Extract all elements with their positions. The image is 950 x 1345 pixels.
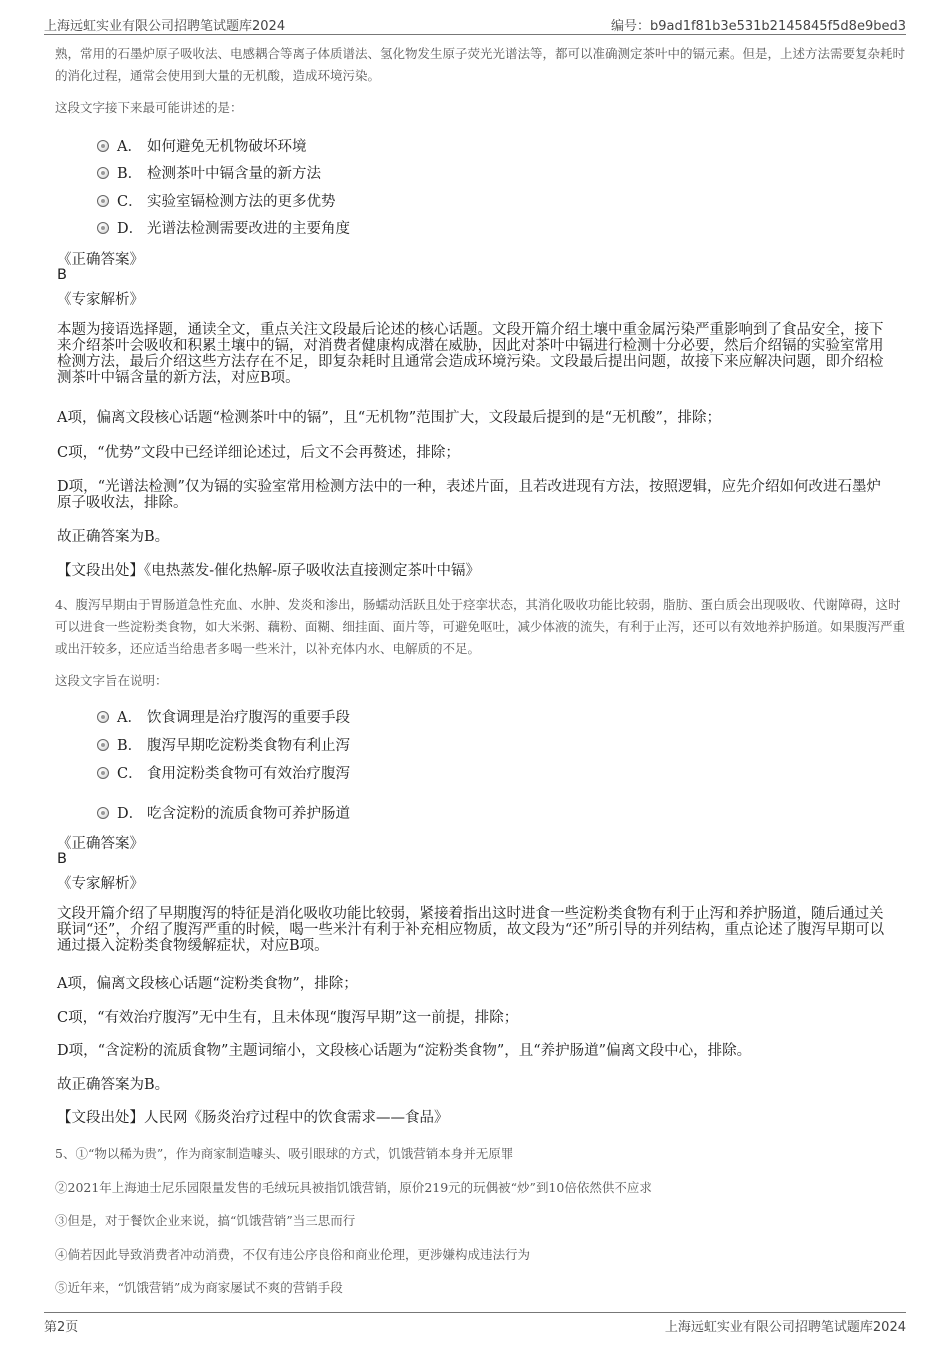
q5-item-5: ⑤近年来，“饥饿营销”成为商家屡试不爽的营销手段 bbox=[55, 1280, 343, 1295]
q5-item-3: ③但是，对于餐饮企业来说，搞“饥饿营销”当三思而行 bbox=[55, 1213, 356, 1228]
q3-analysis-d: D项，“光谱法检测”仅为镉的实验室常用检测方法中的一种，表述片面，且若改进现有方法，按照逻辑，应先介绍如何改进石墨炉原子吸收法，排除。 bbox=[57, 479, 881, 511]
q4-source: 【文段出处】人民网《肠炎治疗过程中的饮食需求——食品》 bbox=[57, 1110, 449, 1126]
q3-analysis-label: 《专家解析》 bbox=[57, 292, 144, 308]
radio-icon[interactable] bbox=[97, 767, 109, 779]
q4-analysis-conclusion: 故正确答案为B。 bbox=[57, 1077, 170, 1093]
q3-analysis-main: 本题为接语选择题，通读全文，重点关注文段最后论述的核心话题。文段开篇介绍土壤中重金属污染严重影响到了食品安全，接下来介绍茶叶会吸收和积累土壤中的镉，对消费者健康构成潜在威胁，因此对茶叶中镉进行检测十分必要，然后介绍镉的实验室常用检测方法，最后介绍这些方法存在不足，即复杂耗时且通常会造成环境污染。文段最后提出问题，故接下来应解决问题，即介绍检测茶叶中镉含量的新方法，对应B项。 bbox=[57, 322, 884, 386]
q4-question: 这段文字旨在说明： bbox=[55, 673, 168, 688]
footer-title: 上海远虹实业有限公司招聘笔试题库2024 bbox=[664, 1320, 906, 1335]
q4-answer-label: 《正确答案》 bbox=[57, 836, 144, 852]
page-header bbox=[44, 12, 906, 35]
q4-passage: 4、腹泻早期由于胃肠道急性充血、水肿、发炎和渗出，肠蠕动活跃且处于痉挛状态，其消化吸收功能比较弱，脂肪、蛋白质会出现吸收、代谢障碍，这时可以进食一些淀粉类食物，如大米粥、藕粉、面糊、细挂面、面片等，可避免呕吐，减少体液的流失，有利于止泻，还可以有效地养护肠道。如果腹泻严重或出汗较多，还应适当给患者多喝一些米汁，以补充体内水、电解质的不足。 bbox=[55, 597, 906, 656]
radio-icon[interactable] bbox=[97, 167, 109, 179]
q4-analysis-main: 文段开篇介绍了早期腹泻的特征是消化吸收功能比较弱，紧接着指出这时进食一些淀粉类食物有利于止泻和养护肠道，随后通过关联词“还”，介绍了腹泻严重的时候，喝一些米汁有利于补充相应物质，故文段为“还”所引导的并列结构，重点论述了腹泻早期可以通过摄入淀粉类食物缓解症状，对应B项。 bbox=[57, 906, 885, 954]
q4-analysis-d: D项，“含淀粉的流质食物”主题词缩小，文段核心话题为“淀粉类食物”，且“养护肠道”偏离文段中心，排除。 bbox=[57, 1043, 752, 1059]
q3-analysis-conclusion: 故正确答案为B。 bbox=[57, 529, 170, 545]
radio-icon[interactable] bbox=[97, 140, 109, 152]
q3-answer-label: 《正确答案》 bbox=[57, 252, 144, 268]
radio-icon[interactable] bbox=[97, 739, 109, 751]
page-number: 第2页 bbox=[44, 1320, 79, 1335]
radio-icon[interactable] bbox=[97, 807, 109, 819]
q3-answer: B bbox=[57, 267, 67, 283]
q5-item-4: ④倘若因此导致消费者冲动消费，不仅有违公序良俗和商业伦理，更涉嫌构成违法行为 bbox=[55, 1247, 531, 1262]
q4-analysis-a: A项，偏离文段核心话题“淀粉类食物”，排除； bbox=[57, 976, 358, 992]
q3-question: 这段文字接下来最可能讲述的是： bbox=[55, 100, 243, 115]
q3-analysis-c: C项，“优势”文段中已经详细论述过，后文不会再赘述，排除； bbox=[57, 445, 460, 461]
page-footer bbox=[44, 1312, 906, 1335]
q4-answer: B bbox=[57, 851, 67, 867]
q4-analysis-label: 《专家解析》 bbox=[57, 876, 144, 892]
radio-icon[interactable] bbox=[97, 222, 109, 234]
header-doc-id: 编号：b9ad1f81b3e531b2145845f5d8e9bed3 bbox=[610, 19, 906, 34]
q5-item-2: ②2021年上海迪士尼乐园限量发售的毛绒玩具被指饥饿营销，原价219元的玩偶被“炒”到10倍依然供不应求 bbox=[55, 1180, 652, 1195]
q3-analysis-a: A项，偏离文段核心话题“检测茶叶中的镉”，且“无机物”范围扩大，文段最后提到的是“无机酸”，排除； bbox=[57, 410, 721, 426]
q4-analysis-c: C项，“有效治疗腹泻”无中生有，且未体现“腹泻早期”这一前提，排除； bbox=[57, 1010, 519, 1026]
q3-source: 【文段出处】《电热蒸发-催化热解-原子吸收法直接测定茶叶中镉》 bbox=[57, 563, 481, 579]
radio-icon[interactable] bbox=[97, 195, 109, 207]
q5-item-1: 5、①“物以稀为贵”，作为商家制造噱头、吸引眼球的方式，饥饿营销本身并无原罪 bbox=[55, 1146, 514, 1161]
q3-passage-tail: 熟，常用的石墨炉原子吸收法、电感耦合等离子体质谱法、氢化物发生原子荧光光谱法等，都可以准确测定茶叶中的镉元素。但是，上述方法需要复杂耗时的消化过程，通常会使用到大量的无机酸，造成环境污染。 bbox=[55, 46, 906, 83]
radio-icon[interactable] bbox=[97, 711, 109, 723]
header-title: 上海远虹实业有限公司招聘笔试题库2024 bbox=[44, 19, 286, 34]
